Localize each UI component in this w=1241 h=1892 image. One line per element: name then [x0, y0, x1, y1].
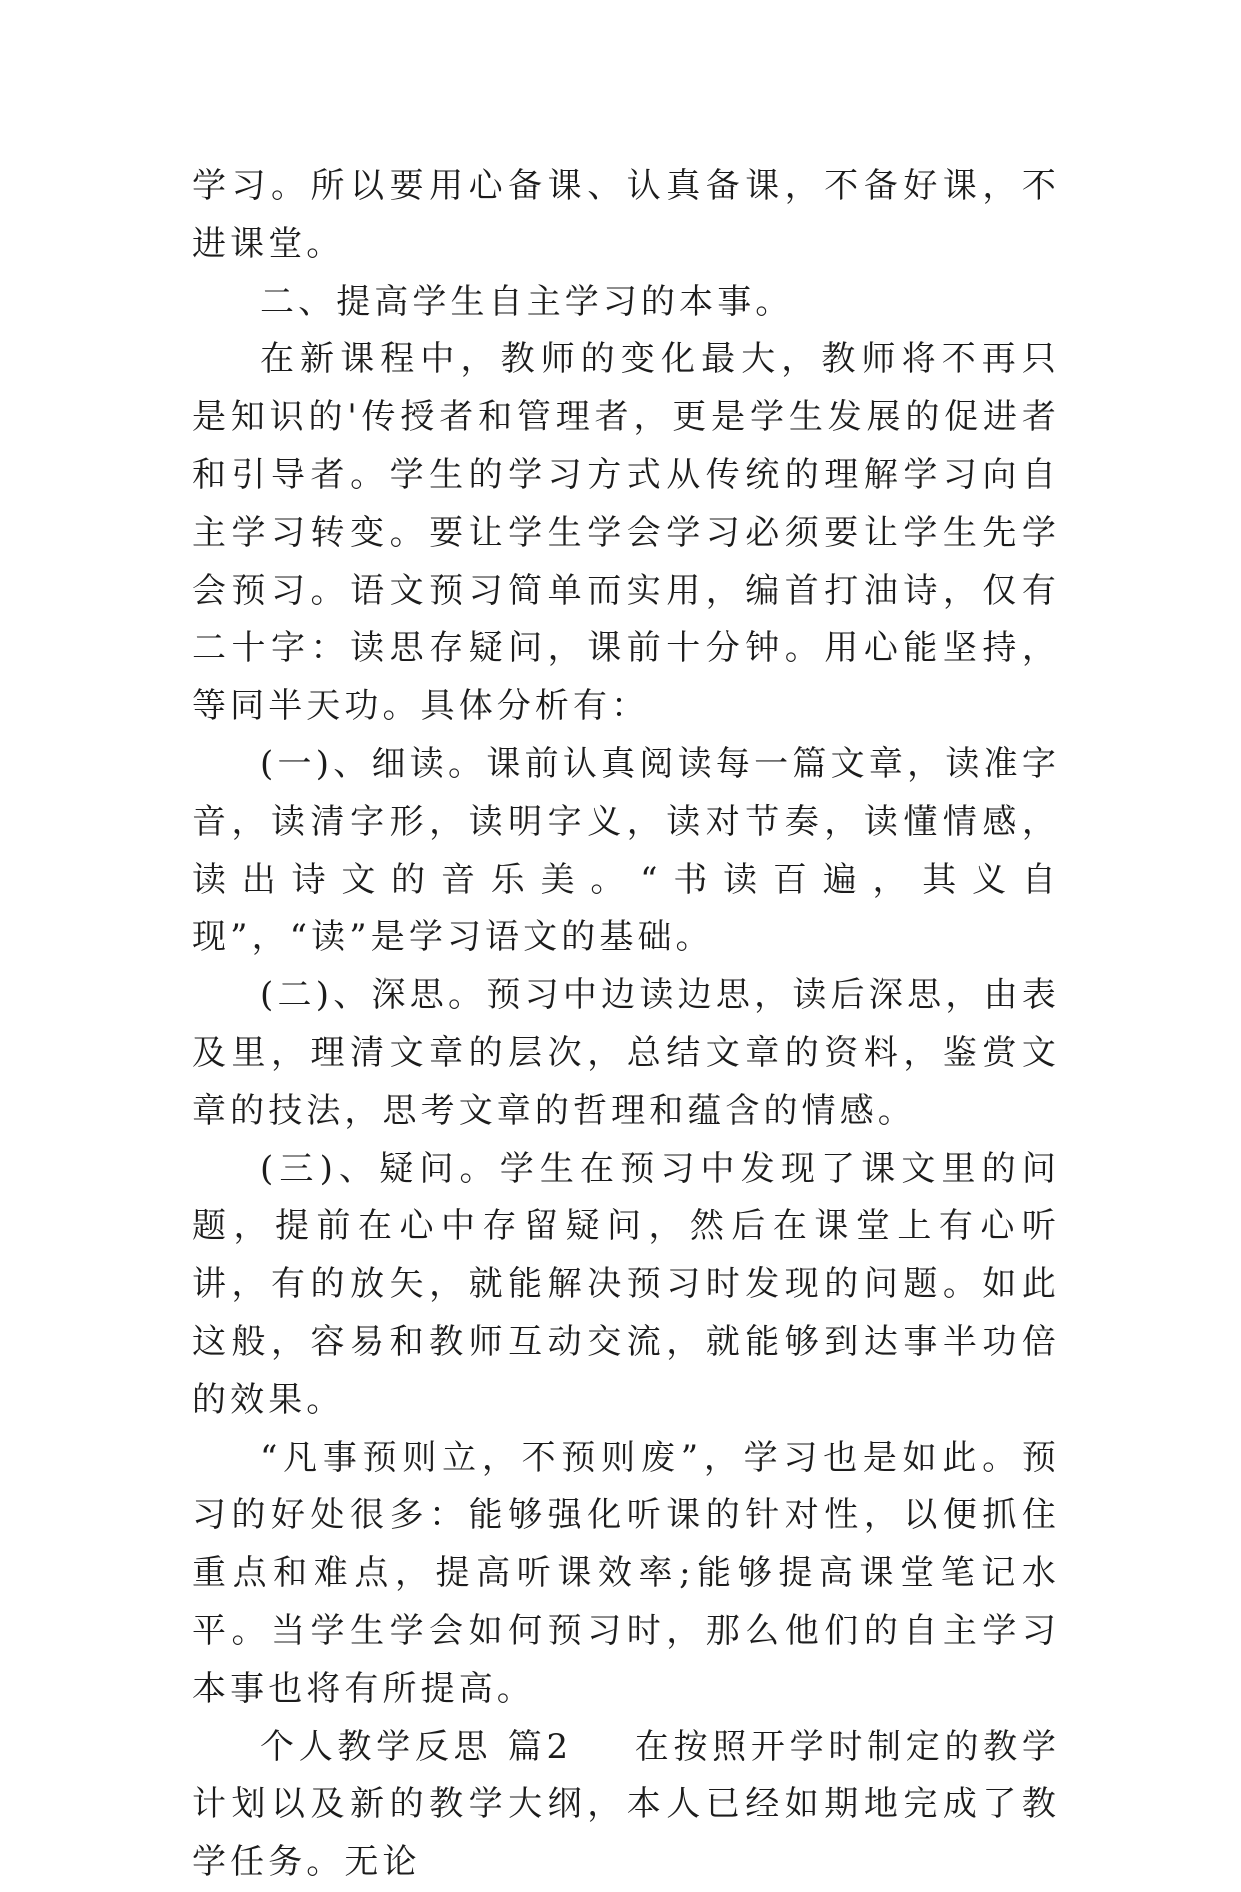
article-opening-text: 在按照开学时制定的教学计划以及新的教学大纲，本人已经如期地完成了教学任务。无论: [192, 1726, 1060, 1883]
paragraph: “凡事预则立，不预则废”，学习也是如此。预习的好处很多：能够强化听课的针对性，以便抓住重点和难点，提高听课效率;能够提高课堂笔记水平。当学生学会如何预习时，那么他们的自主学习本事也将有所提高。: [192, 1437, 1060, 1709]
article-heading: 个人教学反思 篇2: [260, 1726, 573, 1767]
paragraph: (三)、疑问。学生在预习中发现了课文里的问题，提前在心中存留疑问，然后在课堂上有心听讲，有的放矢，就能解决预习时发现的问题。如此这般，容易和教师互动交流，就能够到达事半功倍的效果。: [192, 1148, 1060, 1420]
paragraph-continuation: 学习。所以要用心备课、认真备课，不备好课，不进课堂。: [192, 166, 1060, 264]
paragraph: (二)、深思。预习中边读边思，读后深思，由表及里，理清文章的层次，总结文章的资料，鉴赏文章的技法，思考文章的哲理和蕴含的情感。: [192, 975, 1060, 1131]
paragraph: [192, 1719, 1060, 1892]
paragraph: 在新课程中，教师的变化最大，教师将不再只是知识的'传授者和管理者，更是学生发展的促进者和引导者。学生的学习方式从传统的理解学习向自主学习转变。要让学生学会学习必须要让学生先学会预习。语文预习简单而实用，编首打油诗，仅有二十字：读思存疑问，课前十分钟。用心能坚持，等同半天功。具体分析有：: [192, 339, 1060, 727]
paragraph: (一)、细读。课前认真阅读每一篇文章，读准字音，读清字形，读明字义，读对节奏，读懂情感，读出诗文的音乐美。“书读百遍，其义自现”，“读”是学习语文的基础。: [192, 743, 1060, 958]
section-heading: 二、提高学生自主学习的本事。: [260, 281, 794, 322]
document-body: [192, 158, 1060, 1892]
